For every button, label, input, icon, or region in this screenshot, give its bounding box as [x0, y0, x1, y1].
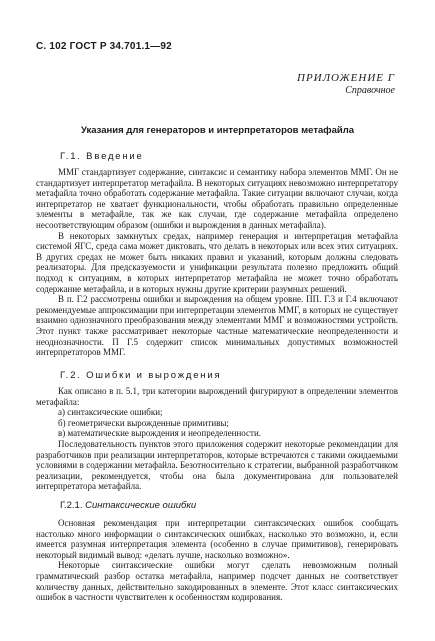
paragraph: В некоторых замкнутых средах, например генерация и интерпретация метафайла системой ЯГС, среда сама может диктовать, что делать в некоторых или всех этих ситуациях. В других средах не может быть никаких правил и указаний, которым должны следовать реализаторы. Для предсказуемости и унификации результата полезно предложить общий подход к ситуациям, в которых интерпретатор метафайла не может точно обработать содержание метафайла, и в которых нужны другие критерии разумных решений. [36, 230, 398, 294]
degeneracy-list [58, 407, 261, 439]
appendix-label [297, 72, 395, 96]
section-number: Г.2.1. [60, 500, 83, 511]
section-syntax-errors-body [36, 518, 398, 603]
list-item: а) синтаксические ошибки; [58, 407, 163, 417]
appendix-subtitle: Справочное [345, 85, 395, 96]
paragraph: Основная рекомендация при интерпретации синтаксических ошибок сообщать настолько много информации о синтаксических ошибках, насколько это возможно, и, если имеется разумная интерпретация элемента (особенно в случае примитивов), генерировать некоторый видимый вывод: «делать лучше, насколько возможно». [36, 518, 398, 560]
list-item: б) геометрически вырожденные примитивы; [58, 417, 229, 428]
paragraph: Некоторые синтаксические ошибки могут сделать невозможным полный грамматический разбор остатка метафайла, например подсчет данных не соответствует количеству данных, действительно закодированных в элементе. Этот класс синтаксических ошибок в частности чувствителен к особенностям кодирования. [36, 560, 398, 603]
section-heading-errors: Г.2. Ошибки и вырождения [60, 370, 222, 381]
paragraph: ММГ стандартизует содержание, синтаксис и семантику набора элементов ММГ. Он не стандартизует интерпретатор метафайла. В некоторых ситуациях невозможно интерпретатору метафайла точно обработать содержание метафайла. Такие ситуации включают случаи, когда интерпретатор не хватает функциональности, чтобы обработать правильно определенные элементы в метафайле, так же как случаи, где содержание метафайла определено несоответствующим образом (ошибки и вырождения в данных метафайла). [36, 167, 398, 230]
paragraph: Как описано в п. 5.1, три категории вырождений фигурируют в определении элементов метафайла: [36, 386, 398, 407]
section-errors-body [36, 439, 398, 492]
appendix-title: ПРИЛОЖЕНИЕ Г [297, 72, 395, 84]
section-title: Синтаксические ошибки [85, 500, 197, 511]
list-item: в) математические вырождения и неопределенности. [58, 428, 262, 439]
paragraph: В п. Г.2 рассмотрены ошибки и вырождения на общем уровне. ПП. Г.3 и Г.4 включают рекомендуемые аппроксимации при интерпретации элементов ММГ, в которых не существует взаимно однозначного преобразования между элементами ММГ и возможностями устройств. Этот пункт также рассматривает некоторые частные математические неопределенности и неоднозначности. П Г.5 содержит список минимальных допустимых возможностей интерпретаторов ММГ. [36, 294, 398, 358]
section-heading-intro: Г.1. Введение [60, 151, 144, 162]
section-heading-syntax-errors [60, 500, 196, 511]
section-errors-intro [36, 386, 398, 407]
paragraph: Последовательность пунктов этого приложения содержит некоторые рекомендации для разработчиков при реализации интерпретаторов, которые встречаются с такими ожидаемыми условиями в содержании метафайла. Безотносительно к стратегии, выбранной разработчиком реализации, рекомендуется, чтобы она была документирована для пользователей интерпретатора метафайла. [36, 439, 398, 492]
section-intro-body [36, 167, 398, 358]
page-header: С. 102 ГОСТ Р 34.701.1—92 [36, 41, 172, 52]
main-title: Указания для генераторов и интерпретаторов метафайла [80, 125, 355, 136]
